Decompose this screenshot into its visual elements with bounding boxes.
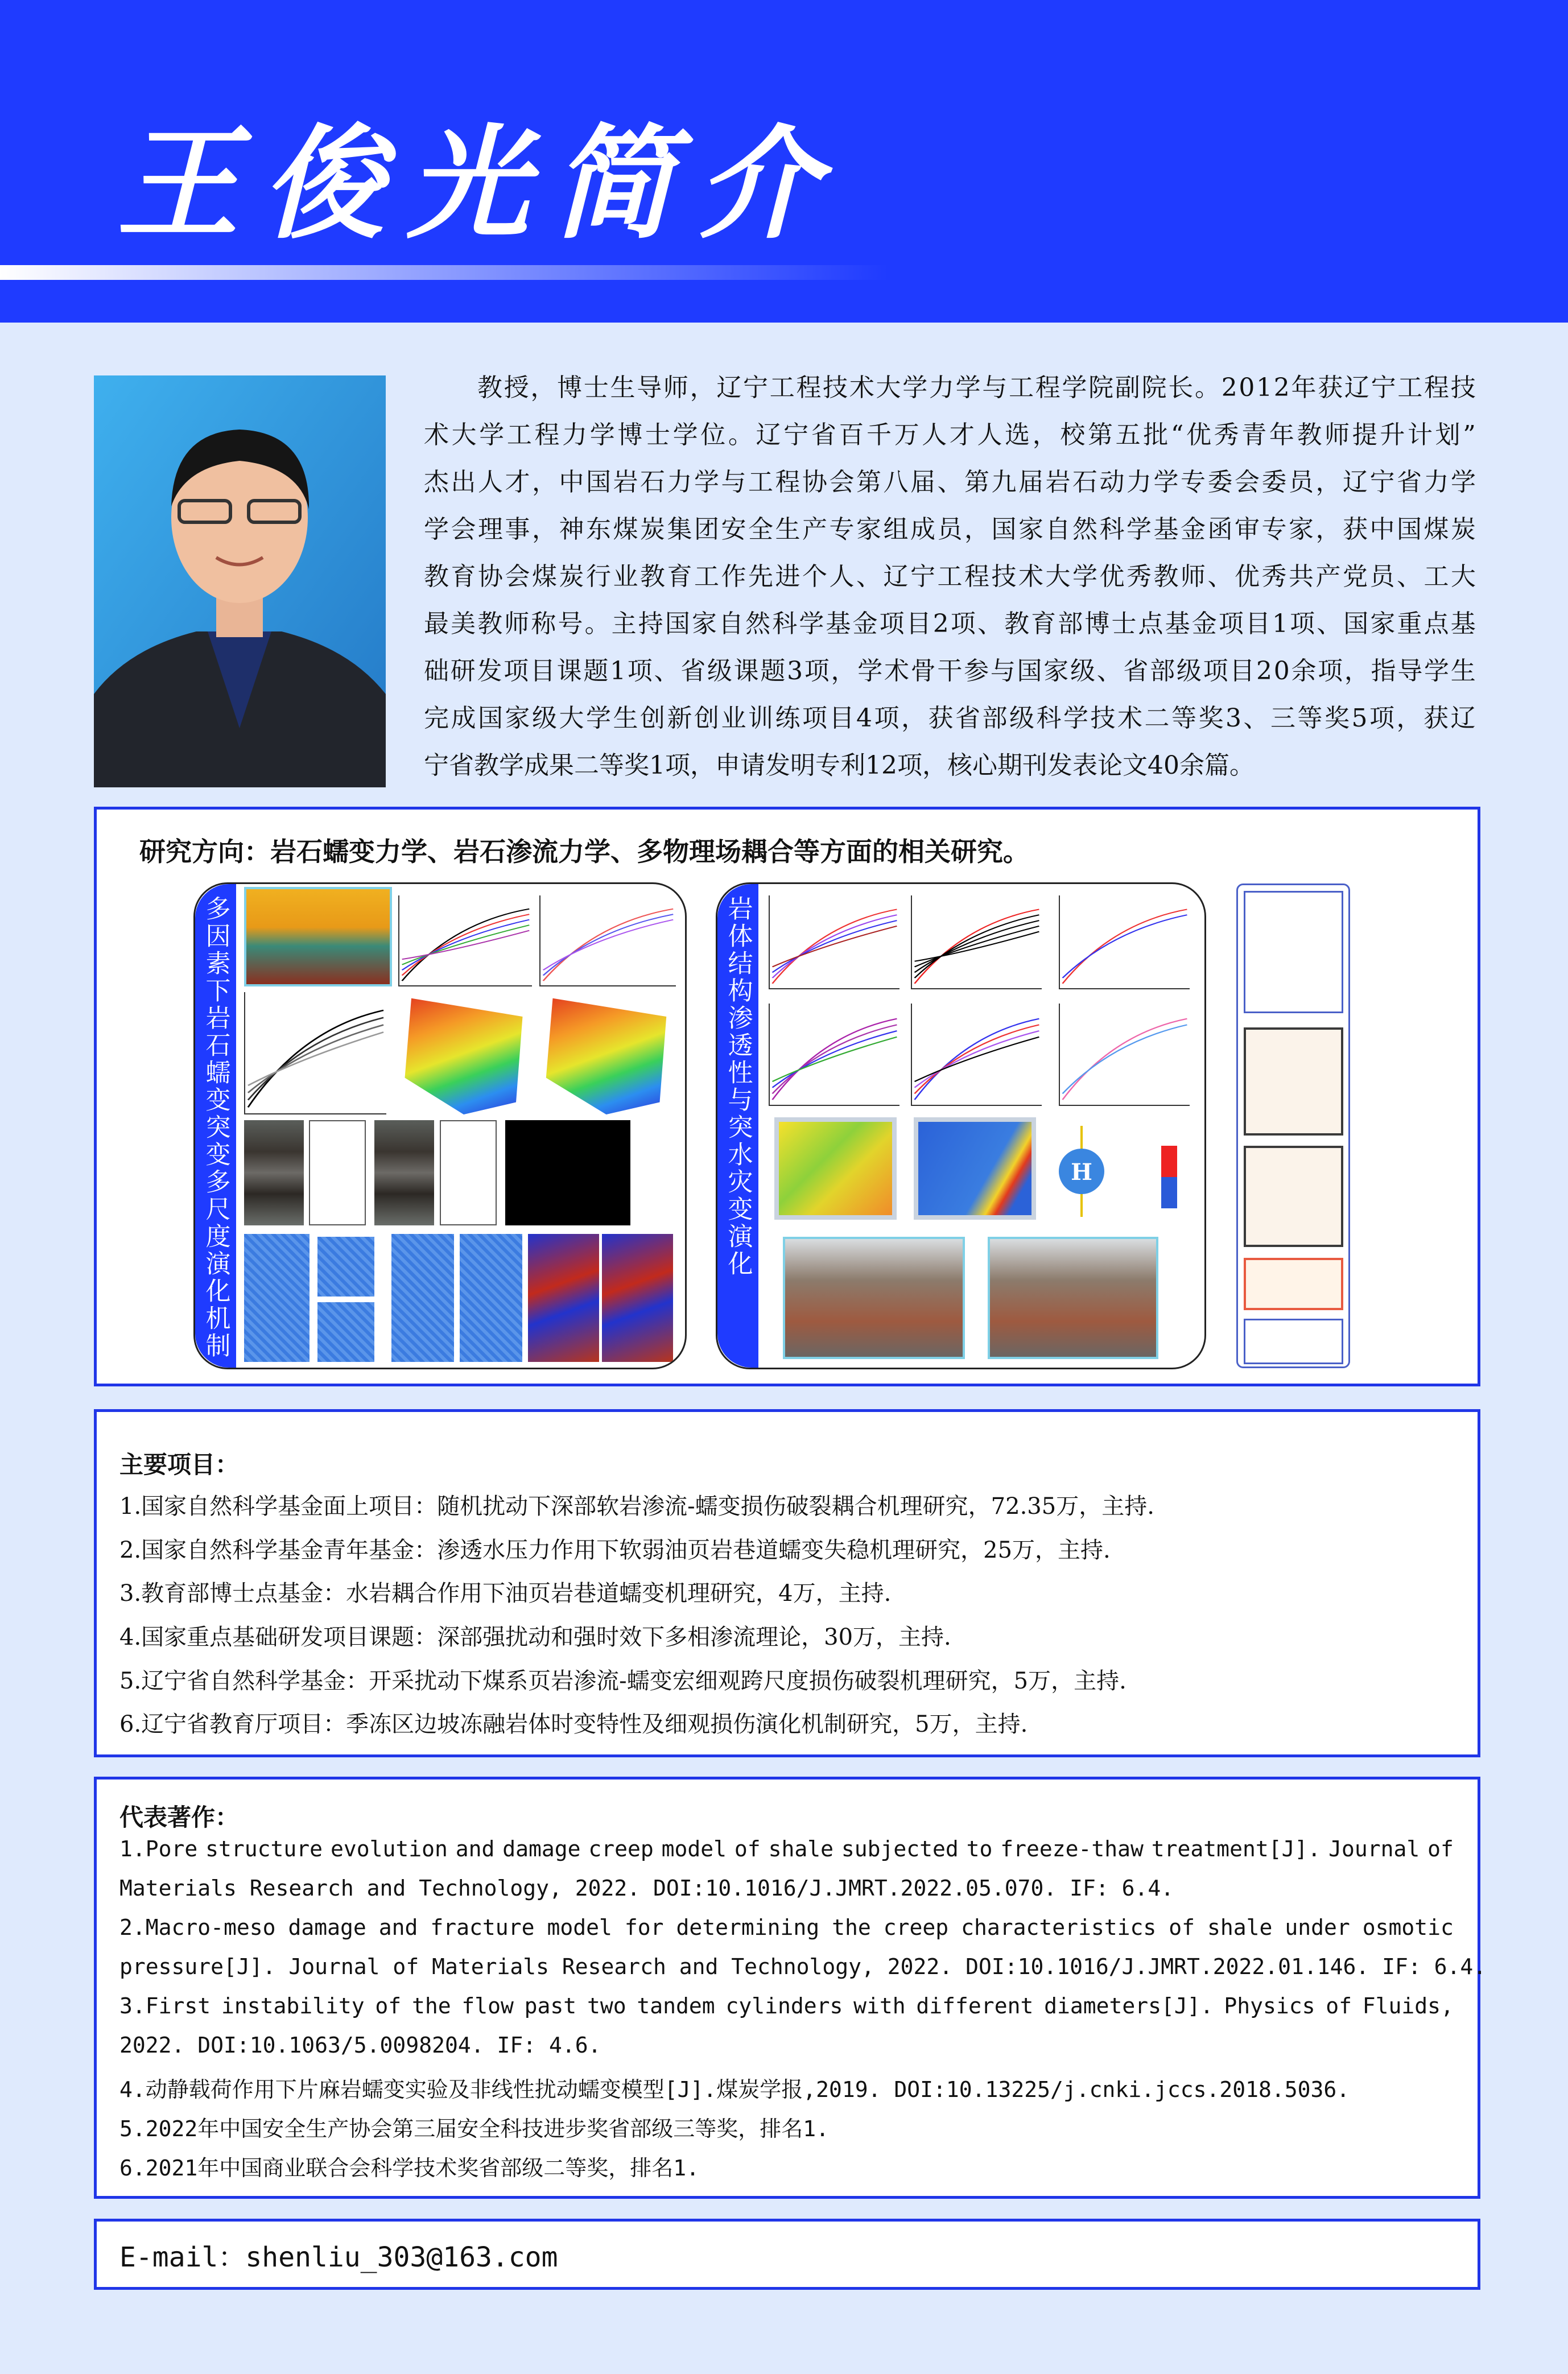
research-section xyxy=(94,807,1480,1386)
permeability-curves-chart xyxy=(911,895,1042,989)
project-item: 3.教育部博士点基金：水岩耦合作用下油页岩巷道蠕变机理研究，4万，主持. xyxy=(119,1580,892,1607)
project-item: 2.国家自然科学基金青年基金：渗透水压力作用下软弱油页岩巷道蠕变失稳机理研究，25万，主持. xyxy=(119,1537,1111,1563)
creep-curve-chart xyxy=(244,992,386,1114)
research-panel-seepage xyxy=(716,882,1206,1369)
bio-line: 术 大 学 工 程 力 学 博 士 学 位 。 辽 宁 省 百 千 万 人 才 人 选 ， 校 第 五 批 “ 优 秀 青 年 教 师 提 升 计 划 ” xyxy=(424,420,1476,449)
header-banner xyxy=(0,0,1568,323)
fracture-sketch-2 xyxy=(440,1120,497,1225)
bio-line: 教 育 协 会 煤 炭 行 业 教 育 工 作 先 进 个 人 、 辽 宁 工 程 技 术 大 学 优 秀 教 师 、 优 秀 共 产 党 员 、 工 大 xyxy=(424,562,1476,591)
header-gradient-bar xyxy=(0,265,888,280)
surface-plot-1 xyxy=(398,992,529,1114)
email-link[interactable]: E-mail：shenliu_303@163.com xyxy=(119,2241,558,2273)
surface-plot-2 xyxy=(539,992,673,1114)
bio-line: 最 美 教 师 称 号 。 主 持 国 家 自 然 科 学 基 金 项 目 2 项 、 教 育 部 博 士 点 基 金 项 目 1 项 、 国 家 重 点 基 xyxy=(424,609,1476,638)
flow-rate-chart xyxy=(1059,895,1190,989)
contact-section xyxy=(94,2219,1480,2290)
seepage-pressure-chart xyxy=(769,895,899,989)
magnet-diagram xyxy=(1053,1123,1190,1220)
model-mesh-3 xyxy=(317,1302,374,1362)
bio-line: 宁省教学成果二等奖1项，申请发明专利12项，核心期刊发表论文40余篇。 xyxy=(424,751,1255,780)
publication-line: 5.2022年中国安全生产协会第三届安全科技进步奖省部级三等奖，排名1. xyxy=(119,2116,830,2141)
publication-line: 2022. DOI:10.1063/5.0098204. IF: 4.6. xyxy=(119,2033,601,2058)
model-mesh-1 xyxy=(244,1234,310,1362)
svg-text:H: H xyxy=(1071,1159,1092,1186)
research-panel-creep xyxy=(193,882,687,1369)
bio-paragraph xyxy=(424,364,1476,789)
portrait-photo xyxy=(94,375,386,787)
patent-certificate-1 xyxy=(1244,1027,1343,1136)
bio-line: 础 研 发 项 目 课 题 1 项 、 省 级 课 题 3 项 ， 学 术 骨 干 参 与 国 家 级 、 省 部 级 项 目 2 0 余 项 ， 指 导 学 生 xyxy=(424,657,1476,686)
publication-line: 3.First instability of the flow past two tandem cylinders with different diameters[J]. Physics of Fluids, xyxy=(119,1993,1454,2018)
project-item: 4.国家重点基础研发项目课题：深部强扰动和强时效下多相渗流理论，30万，主持. xyxy=(119,1624,951,1650)
strength-chart xyxy=(539,895,676,986)
certificates-column xyxy=(1236,883,1350,1368)
bio-line: 杰 出 人 才 ， 中 国 岩 石 力 学 与 工 程 协 会 第 八 届 、 第 九 届 岩 石 动 力 学 专 委 会 委 员 ， 辽 宁 省 力 学 xyxy=(424,468,1476,497)
publications-heading: 代表著作： xyxy=(119,1803,240,1831)
model-mesh-2 xyxy=(317,1237,374,1297)
voxel-model-1 xyxy=(528,1234,599,1362)
project-item: 1.国家自然科学基金面上项目：随机扰动下深部软岩渗流-蠕变损伤破裂耦合机理研究，72.35万，主持. xyxy=(119,1493,1154,1520)
publication-line: 6.2021年中国商业联合会科学技术奖省部级二等奖，排名1. xyxy=(119,2156,700,2181)
fracture-sketch-1 xyxy=(309,1120,366,1225)
certificate-1 xyxy=(1244,891,1343,1013)
bio-line: 教 授 ， 博 士 生 导 师 ， 辽 宁 工 程 技 术 大 学 力 学 与 工 程 学 院 副 院 长 。 2 0 1 2 年 获 辽 宁 工 程 技 xyxy=(477,373,1476,402)
projects-section xyxy=(94,1409,1480,1757)
projects-heading: 主要项目： xyxy=(119,1451,240,1479)
certificate-2 xyxy=(1244,1319,1343,1364)
publications-section xyxy=(94,1777,1487,2199)
publication-line: 1.Pore structure evolution and damage creep model of shale subjected to freeze-thaw treatment[J]. Journal of xyxy=(119,1836,1454,1861)
patent-certificate-2 xyxy=(1244,1146,1343,1247)
publication-line: 2.Macro-meso damage and fracture model for determining the creep characteristics of shale under osmotic xyxy=(119,1915,1454,1940)
award-certificate xyxy=(1244,1258,1343,1310)
creep-rate-chart xyxy=(398,895,532,986)
rock-sample-1 xyxy=(244,1120,304,1225)
research-heading: 研究方向：岩石蠕变力学、岩石渗流力学、多物理场耦合等方面的相关研究。 xyxy=(139,836,1029,867)
field-heatmap-2 xyxy=(914,1117,1036,1220)
publication-line: 4.动静载荷作用下片麻岩蠕变实验及非线性扰动蠕变模型[J].煤炭学报,2019. DOI:10.13225/j.cnki.jccs.2018.5036. xyxy=(119,2077,1350,2102)
project-item: 6.辽宁省教育厅项目：季冻区边坡冻融岩体时变特性及细观损伤演化机制研究，5万，主持. xyxy=(119,1711,1028,1737)
panel-label-creep: 多因素下岩石蠕变突变多尺度演化机制 xyxy=(195,884,236,1368)
freeze-thaw-chart xyxy=(911,1004,1042,1106)
field-heatmap-1 xyxy=(774,1117,897,1220)
publication-line: Materials Research and Technology, 2022. DOI:10.1016/J.JMRT.2022.05.070. IF: 6.4. xyxy=(119,1876,1174,1901)
rock-sample-2 xyxy=(374,1120,434,1225)
bio-line: 学 会 理 事 ， 神 东 煤 炭 集 团 安 全 生 产 专 家 组 成 员 ， 国 家 自 然 科 学 基 金 函 审 专 家 ， 获 中 国 煤 炭 xyxy=(424,515,1476,544)
page-title: 王俊光简介 xyxy=(117,112,842,255)
bio-line: 完 成 国 家 级 大 学 生 创 新 创 业 训 练 项 目 4 项 ， 获 省 部 级 科 学 技 术 二 等 奖 3 、 三 等 奖 5 项 ， 获 辽 xyxy=(424,704,1476,733)
damage-image-1 xyxy=(391,1234,454,1362)
publication-line: pressure[J]. Journal of Materials Research and Technology, 2022. DOI:10.1016/J.JMRT.2022.01.146. IF: 6.4. xyxy=(119,1954,1487,1979)
pore-distribution-chart xyxy=(769,1004,899,1106)
apparatus-photo xyxy=(244,887,392,986)
panel-label-seepage: 岩体结构渗透性与突水灾变演化 xyxy=(717,884,758,1368)
lab-photo-2 xyxy=(988,1237,1158,1359)
crack-binary-image xyxy=(505,1120,630,1225)
project-item: 5.辽宁省自然科学基金：开采扰动下煤系页岩渗流-蠕变宏细观跨尺度损伤破裂机理研究，5万，主持. xyxy=(119,1668,1127,1694)
voxel-model-2 xyxy=(602,1234,673,1362)
damage-cycles-chart xyxy=(1059,1004,1190,1106)
damage-image-2 xyxy=(460,1234,522,1362)
lab-photo-1 xyxy=(783,1237,965,1359)
